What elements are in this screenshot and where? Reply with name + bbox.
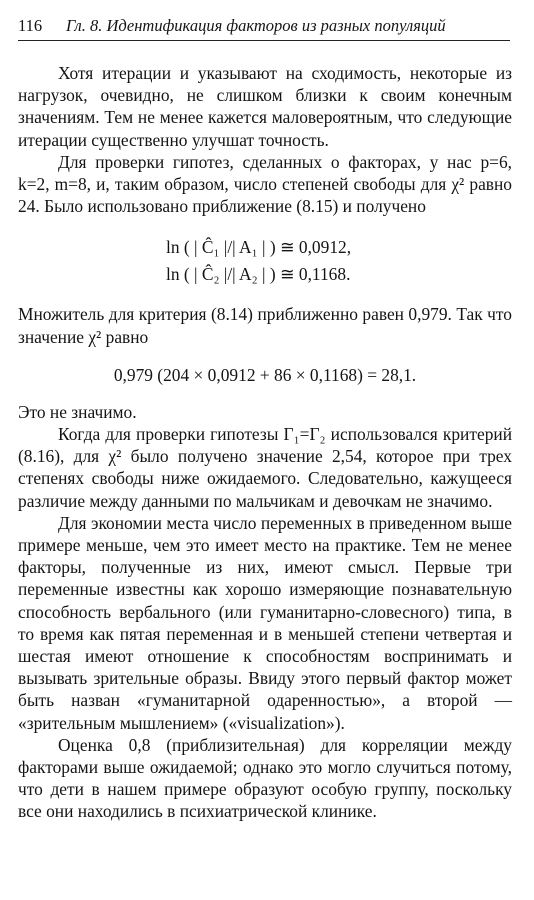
paragraph-2: Для проверки гипотез, сделанных о факторах, у нас p=6, k=2, m=8, и, таким образом, число степеней свободы для χ² равно 24. Было использовано приближение (8.15) и получено xyxy=(18,151,512,217)
equation-log-ratios xyxy=(18,234,512,288)
paragraph-7: Оценка 0,8 (приблизительная) для корреляции между факторами выше ожидаемой; однако это могло случиться потому, что дети в нашем примере образуют особую группу, поскольку все они находились в психиатрической клинике. xyxy=(18,734,512,822)
paragraph-1: Хотя итерации и указывают на сходимость, некоторые из нагрузок, очевидно, не слишком близки к своим конечным значениям. Тем не менее кажется маловероятным, что следующие итерации существенно улучшат точность. xyxy=(18,63,512,150)
paragraph-4: Это не значимо. xyxy=(18,401,137,422)
running-header xyxy=(18,12,510,41)
chapter-title: Гл. 8. Идентификация факторов из разных популяций xyxy=(66,16,446,35)
paragraph-5: Когда для проверки гипотезы Γ₁=Γ₂ использовался критерий (8.16), для χ² было получено значение 2,54, которое при трех степенях свободы ниже ожидаемого. Следовательно, кажущееся различие между данными по мальчикам и девочкам не значимо. xyxy=(18,424,512,511)
paragraph-3: Множитель для критерия (8.14) приближенно равен 0,979. Так что значение χ² равно xyxy=(18,304,512,347)
paragraph-6: Для экономии места число переменных в приведенном выше примере меньше, чем это имеет место на практике. Тем не менее факторы, полученные из них, имеют смысл. Первые три переменные известны как хорошо измеряющие познавательную способность вербального (или гуманитарно-словесного) типа, в то время как пятая переменная и в меньшей степени четвертая и шестая имеют отношение к способностям воспринимать и вызывать зрительные образы. Ввиду этого первый фактор может быть назван «гуманитарной одаренностью», а второй — «зрительным мышлением» («visualization»). xyxy=(18,512,512,733)
equation-line-2: ln ( | Ĉ₂ |/| A₂ | ) ≅ 0,1168. xyxy=(166,264,351,285)
page-number: 116 xyxy=(18,16,43,35)
equation-chi-square xyxy=(18,363,512,387)
equation-chi-square-line: 0,979 (204 × 0,0912 + 86 × 0,1168) = 28,1. xyxy=(113,364,417,385)
body-text xyxy=(18,62,512,823)
equation-line-1: ln ( | Ĉ₁ |/| A₁ | ) ≅ 0,0912, xyxy=(166,237,352,258)
